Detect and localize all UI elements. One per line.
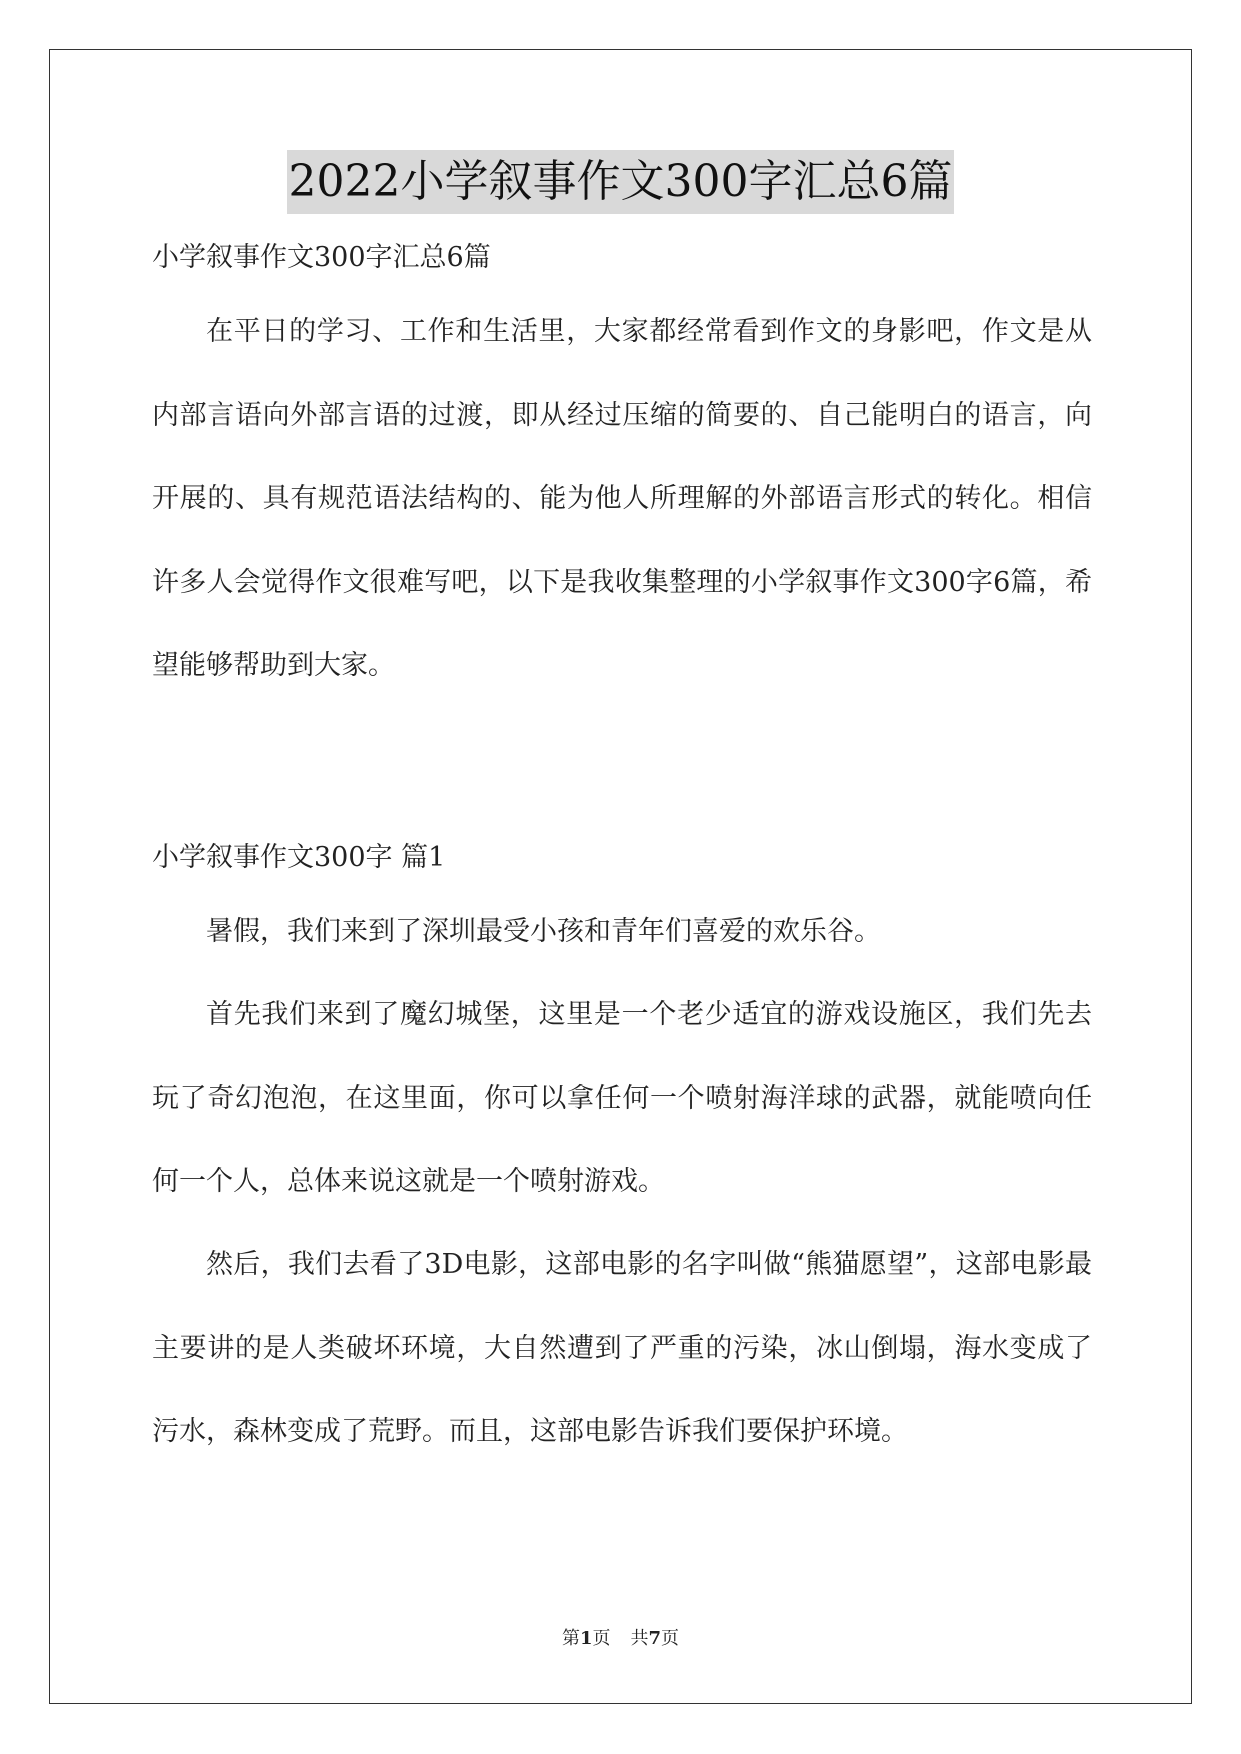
paragraph: 暑假，我们来到了深圳最受小孩和青年们喜爱的欢乐谷。 [206,916,881,947]
page-suffix: 页 [592,1628,611,1649]
paragraph: 然后，我们去看了3D电影，这部电影的名字叫做“熊猫愿望”，这部电影最主要讲的是人类破坏环境，大自然遭到了严重的污染，冰山倒塌，海水变成了污水，森林变成了荒野。而且，这部电影告诉我们要保护环境。 [152,1249,1092,1447]
paragraph: 首先我们来到了魔幻城堡，这里是一个老少适宜的游戏设施区，我们先去玩了奇幻泡泡，在这里面，你可以拿任何一个喷射海洋球的武器，就能喷向任何一个人，总体来说这就是一个喷射游戏。 [152,999,1092,1197]
total-pages-number: 7 [648,1628,662,1649]
intro-paragraph: 在平日的学习、工作和生活里，大家都经常看到作文的身影吧，作文是从内部言语向外部言语的过渡，即从经过压缩的简要的、自己能明白的语言，向开展的、具有规范语法结构的、能为他人所理解的外部语言形式的转化。相信许多人会觉得作文很难写吧，以下是我收集整理的小学叙事作文300字6篇，希望能够帮助到大家。 [152,316,1092,681]
title-container [0,150,1241,214]
total-suffix: 页 [661,1628,680,1649]
current-page-number: 1 [579,1628,593,1649]
section-heading: 小学叙事作文300字 篇1 [152,842,446,873]
document-title: 2022小学叙事作文300字汇总6篇 [287,150,955,214]
page-footer [0,1626,1241,1652]
page-prefix: 第 [561,1628,580,1649]
document-subtitle: 小学叙事作文300字汇总6篇 [152,242,491,273]
total-prefix: 共 [630,1628,649,1649]
